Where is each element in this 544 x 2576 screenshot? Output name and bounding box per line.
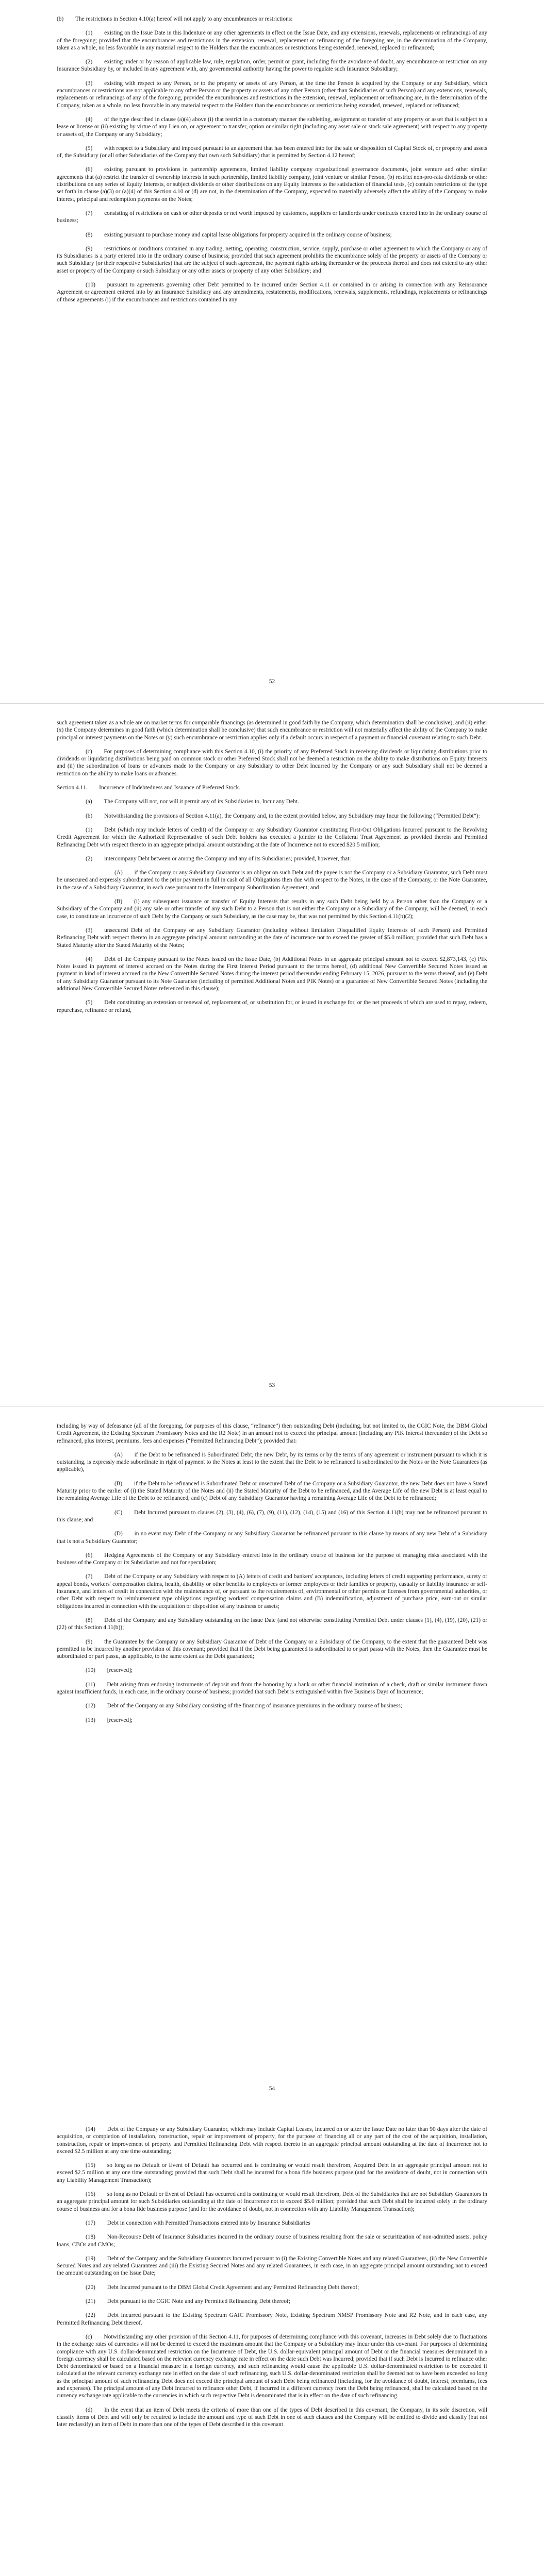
paragraph: (5) with respect to a Subsidiary and imposed pursuant to an agreement that has been entered into for the sale or disposition of Capital Stock of, or property and assets of, the Subsidiary (or all other Subsidiaries of the Company that own such Subsidiary) that is permitted by Section 4.12 hereof; — [57, 145, 487, 159]
paragraph: (3) existing with respect to any Person, or to the property or assets of any Person, at the time the Person is acquired by the Company or any Subsidiary, which encumbrances or restrictions are not applicable to any other Person or the property or assets of any other Person (other than Subsidiaries of such Person) and any extensions, renewals, replacements or refinancings of any of the foregoing, provided the encumbrances and restrictions in the extension, renewal, replacement or refinancing are, in the determination of the Company, taken as a whole, no less favorable in any material respect to the Holders than the encumbrances or restrictions being extended, renewed, replaced or refinanced; — [57, 80, 487, 109]
paragraph: (7) Debt of the Company or any Subsidiary with respect to (A) letters of credit and bankers' acceptances, including letters of credit supporting performance, surety or appeal bonds, workers' compensation claims, health, disability or other benefits to employees or former employees or their families or property, casualty or liability insurance or self-insurance, and letters of credit in connection with the maintenance of, or pursuant to the requirements of, environmental or other permits or licenses from governmental authorities, or other Debt with respect to reimbursement type obligations regarding workers' compensation claims and (B) indemnification, adjustment of purchase price, earn-out or similar obligations incurred in connection with the acquisition or disposition of any business or assets; — [57, 1573, 487, 1609]
paragraph: (19) Debt of the Company and the Subsidiary Guarantors Incurred pursuant to (i) the Existing Convertible Notes and any related Guarantees, (ii) the New Convertible Secured Notes and any related Guarantees and (iii) the Existing Secured Notes and any related Guarantees, in each case, in an aggregate principal amount outstanding not to exceed the amount outstanding on the Issue Date; — [57, 2255, 487, 2277]
paragraph: (8) existing pursuant to purchase money and capital lease obligations for property acquired in the ordinary course of business; — [86, 231, 392, 238]
document-page — [0, 2110, 544, 2576]
paragraph: (9) the Guarantee by the Company or any Subsidiary Guarantor of Debt of the Company or a Subsidiary of the Company, to the extent that the guaranteed Debt was permitted to be incurred by another provision of this covenant; provided that if the Debt being guaranteed is subordinated to or pari passu with the Notes, then the Guarantee must be subordinated or pari passu, as applicable, to the same extent as the Debt guaranteed; — [57, 1638, 487, 1660]
page-body — [57, 719, 487, 1021]
paragraph: (9) restrictions or conditions contained in any trading, netting, operating, construction, service, supply, purchase or other agreement to which the Company or any of its Subsidiaries is a party entered into in the ordinary course of business; provided that such agreement prohibits the encumbrance solely of the property or assets of the Company or such Subsidiary (or their respective Subsidiaries) that are the subject of such agreement, the payment rights arising thereunder or the proceeds thereof and does not extend to any other asset or property of the Company or such Subsidiary or any other assets or property of any other Subsidiary; and — [57, 245, 487, 274]
page-body — [57, 15, 487, 310]
paragraph: (8) Debt of the Company and any Subsidiary outstanding on the Issue Date (and not otherwise constituting Permitted Debt under clauses (1), (4), (19), (20), (21) or (22) of this Section 4.11(b)); — [57, 1617, 487, 1631]
paragraph: (B) if the Debt to be refinanced is Subordinated Debt or unsecured Debt of the Company or a Subsidiary Guarantor, the new Debt does not have a Stated Maturity prior to the earlier of (i) the Stated Maturity of the Notes and (ii) the Stated Maturity of the Debt to be refinanced, and the Average Life of the new Debt is at least equal to the remaining Average Life of the Debt to be refinanced, and (c) Debt of any Subsidiary Guarantor having a remaining Average Life of the Debt to be refinanced; — [57, 1480, 487, 1502]
paragraph: (4) Debt of the Company pursuant to the Notes issued on the Issue Date, (b) Additional Notes in an aggregate principal amount not to exceed $2,873,143, (c) PIK Notes issued in payment of interest accrued on the Notes during the First Interest Period pursuant to the terms hereof, (d) additional New Convertible Secured Notes issued as payment in kind of interest accrued on the New Convertible Secured Notes during the interest period thereunder ending February 15, 2026, pursuant to the terms thereof, and (e) Debt of any Subsidiary Guarantor pursuant to its Note Guarantee (including of permitted Additional Notes and PIK Notes) or a guarantee of New Convertible Secured Notes (including the additional New Convertible Secured Notes referenced in this clause); — [57, 956, 487, 992]
paragraph: (14) Debt of the Company or any Subsidiary Guarantor, which may include Capital Leases, Incurred on or after the Issue Date no later than 90 days after the date of acquisition, or completion of installation, construction, repair or improvement of property, for the purpose of financing all or any part of the cost of the acquisition, installation, construction, repair or improvement of property and Permitted Refinancing Debt with respect thereto in an aggregate principal amount outstanding at the date of Incurrence not to exceed $2.5 million at any one time outstanding; — [57, 2126, 487, 2155]
paragraph: (7) consisting of restrictions on cash or other deposits or net worth imposed by customers, suppliers or landlords under contracts entered into in the ordinary course of business; — [57, 210, 487, 224]
paragraph: (B) (i) any subsequent issuance or transfer of Equity Interests that results in any such Debt being held by a Person other than the Company or a Subsidiary of the Company and (ii) any sale or other transfer of any such Debt to a Person that is not either the Company or a Subsidiary of the Company, will be deemed, in each case, to constitute an incurrence of such Debt by the Company or such Subsidiary, as the case may be, that was not permitted by this Section 4.11(b)(2); — [57, 899, 487, 920]
document-page — [0, 1406, 544, 2110]
paragraph: (10) pursuant to agreements governing other Debt permitted to be incurred under Section 4.11 or contained in or arising in connection with any Reinsurance Agreement or agreement entered into by an Insurance Subsidiary and any amendments, restatements, modifications, renewals, supplements, refundings, replacements or refinancings of those agreements (i) if the encumbrances and restrictions contained in any — [57, 282, 487, 303]
paragraph: (1) existing on the Issue Date in this Indenture or any other agreements in effect on the Issue Date, and any extensions, renewals, replacements or refinancings of any of the foregoing; provided that the encumbrances and restrictions in the extension, renewal, replacement or refinancing of the foregoing are, in the determination of the Company, taken as a whole, no less favorable in any material respect to the Holders than the encumbrances or restrictions being extended, renewed, replaced or refinanced; — [57, 30, 487, 51]
page-number: 53 — [269, 1382, 275, 1388]
page-number: 54 — [269, 2086, 275, 2092]
paragraph: (2) existing under or by reason of applicable law, rule, regulation, order, permit or grant, including for the avoidance of doubt, any encumbrance or restriction on any Insurance Subsidiary by, or included in any agreement with, any governmental authority having the power to regulate such Insurance Subsidiary; — [57, 59, 487, 73]
paragraph: (11) Debt arising from endorsing instruments of deposit and from the honoring by a bank or other financial institution of a check, draft or similar instrument drawn against insufficient funds, in each case, in the ordinary course of business; provided that such Debt is extinguished within five Business Days of Incurrence; — [57, 1681, 487, 1696]
paragraph: (c) For purposes of determining compliance with this Section 4.10, (i) the priority of any Preferred Stock in receiving dividends or liquidating distributions prior to dividends or liquidating distributions being paid on common stock or other Preferred Stock shall not be deemed a restriction on the ability to make distributions on Equity Interests and (ii) the subordination of loans or advances made to the Company or any Subsidiary to other Debt Incurred by the Company or any such Subsidiary shall not be deemed a restriction on the ability to make loans or advances. — [57, 748, 487, 777]
paragraph: (5) Debt constituting an extension or renewal of, replacement of, or substitution for, or issued in exchange for, or the net proceeds of which are used to repay, redeem, repurchase, refinance or refund, — [57, 999, 487, 1013]
paragraph: (a) The Company will not, nor will it permit any of its Subsidiaries to, Incur any Debt. — [86, 799, 299, 805]
page-body — [57, 1422, 487, 1731]
document-page — [0, 703, 544, 1407]
paragraph: (c) Notwithstanding any other provision of this Section 4.11, for purposes of determining compliance with this covenant, increases in Debt solely due to fluctuations in the exchange rates of currencies will not be deemed to exceed the maximum amount that the Company or a Subsidiary may Incur under this covenant. For purposes of determining compliance with any U.S. dollar-denominated restriction on the Incurrence of Debt, the U.S. dollar-equivalent principal amount of Debt or the financial measures denominated in a foreign currency shall be calculated based on the relevant currency exchange rate in effect on the date such Debt was Incurred; provided that if such Debt is Incurred to refinance other Debt denominated or based on a financial measure in a foreign currency, and such refinancing would cause the applicable U.S. dollar-denominated restriction to be exceeded if calculated at the relevant currency exchange rate in effect on the date of such refinancing, such U.S. dollar-denominated restriction shall be deemed not to have been exceeded so long as the principal amount of such refinancing Debt does not exceed the principal amount of such Debt being refinanced (including, for the avoidance of doubt, interest, premiums, fees and expenses). The principal amount of any Debt Incurred to refinance other Debt, if Incurred in a different currency from the Debt being refinanced, shall be calculated based on the currency exchange rate applicable to the currencies in which such respective Debt is denominated that is in effect on the date of such refinancing. — [57, 2333, 487, 2399]
paragraph: (21) Debt pursuant to the CGIC Note and any Permitted Refinancing Debt thereof; — [86, 2298, 290, 2305]
document-page — [0, 0, 544, 703]
paragraph: (16) so long as no Default or Event of Default has occurred and is continuing or would result therefrom, Debt of the Subsidiaries that are not Subsidiary Guarantors in an aggregate principal amount for such Subsidiaries outstanding at the date of Incurrence not to exceed $5.0 million; provided that such Debt shall be incurred solely in the ordinary course of business and for a bona fide business purpose (and for the avoidance of doubt, not in connection with any Liability Management Transaction); — [57, 2191, 487, 2212]
paragraph: (10) [reserved]; — [86, 1667, 133, 1674]
section-heading: Section 4.11. Incurrence of Indebtedness and Issuance of Preferred Stock. — [57, 785, 241, 791]
paragraph: (3) unsecured Debt of the Company or any Subsidiary Guarantor (including without limitation Disqualified Equity Interests of such Person) and Permitted Refinancing Debt with respect thereto in an aggregate principal amount outstanding at the date of incurrence not to exceed the greater of $5.0 million; provided that such Debt has a Stated Maturity after the Stated Maturity of the Notes; — [57, 927, 487, 948]
paragraph: such agreement taken as a whole are on market terms for comparable financings (as determined in good faith by the Company, which determination shall be conclusive), and (ii) either (x) the Company determines in good faith (which determination shall be conclusive) that such encumbrance or restriction will not materially affect the ability of the Company to make principal or interest payments on the Notes or (y) such encumbrance or restriction applies only if a default occurs in respect of a payment or financial covenant relating to such Debt. — [57, 720, 487, 741]
paragraph: (20) Debt Incurred pursuant to the DBM Global Credit Agreement and any Permitted Refinancing Debt thereof; — [86, 2284, 359, 2291]
paragraph: (2) intercompany Debt between or among the Company and any of its Subsidiaries; provided, however, that: — [86, 855, 351, 862]
paragraph: including by way of defeasance (all of the foregoing, for purposes of this clause, “refinance”) then outstanding Debt (including, but not limited to, the CGIC Note, the DBM Global Credit Agreement, the Existing Spectrum Promissory Notes and the R2 Note) in an amount not to exceed the principal amount (including any PIK Interest thereunder) of the Debt so refinanced, plus interest, premiums, fees and expenses (“Permitted Refinancing Debt”); provided that: — [57, 1423, 487, 1444]
paragraph: (4) of the type described in clause (a)(4) above (i) that restrict in a customary manner the subletting, assignment or transfer of any property or asset that is subject to a lease or license or (ii) existing by virtue of any Lien on, or agreement to transfer, option or similar right (including any asset sale or stock sale agreement) with respect to any property or assets of, the Company or any Subsidiary; — [57, 116, 487, 138]
paragraph: (13) [reserved]; — [86, 1717, 133, 1723]
paragraph: (18) Non-Recourse Debt of Insurance Subsidiaries incurred in the ordinary course of business resulting from the sale or securitization of non-admitted assets, policy loans, CBOs and CMOs; — [57, 2234, 487, 2248]
paragraph: (12) Debt of the Company or any Subsidiary consisting of the financing of insurance premiums in the ordinary course of business; — [86, 1703, 403, 1709]
paragraph: (6) existing pursuant to provisions in partnership agreements, limited liability company organizational governance documents, joint venture and other similar agreements that (a) restrict the transfer of ownership interests in such partnership, limited liability company, joint venture or similar Person, (b) restrict non-pro-rata dividends or other distributions on any series of Equity Interests, or subject dividends or other distributions on any Equity Interests to the satisfaction of financial tests, (c) contain restrictions of the type set forth in clause (a)(3) or (a)(4) of this Section 4.10 or (d) are not, in the determination of the Company, expected to materially adversely affect the ability of the Company to make interest, principal and redemption payments on the Notes; — [57, 166, 487, 202]
paragraph: (17) Debt in connection with Permitted Transactions entered into by Insurance Subsidiaries — [86, 2219, 310, 2226]
page-body — [57, 2126, 487, 2435]
paragraph: (b) Notwithstanding the provisions of Section 4.11(a), the Company and, to the extent provided below, any Subsidiary may Incur the following (“Permitted Debt”): — [86, 812, 480, 819]
paragraph: (A) if the Debt to be refinanced is Subordinated Debt, the new Debt, by its terms or by the terms of any agreement or instrument pursuant to which it is outstanding, is expressly made subordinate in right of payment to the Notes at least to the extent that the Debt to be refinanced is subordinated to the Notes or the Note Guarantees (as applicable), — [57, 1451, 487, 1473]
paragraph: (15) so long as no Default or Event of Default has occurred and is continuing or would result therefrom, Acquired Debt in an aggregate principal amount not to exceed $2.5 million at any one time outstanding; provided that such Debt shall be incurred for a bona fide business purpose (and for the avoidance of doubt, not in connection with any Liability Management Transaction); — [57, 2162, 487, 2183]
page-number: 52 — [269, 679, 275, 685]
paragraph: (C) Debt Incurred pursuant to clauses (2), (3), (4), (6), (7), (9), (11), (12), (14), (15) and (16) of this Section 4.11(b) may not be refinanced pursuant to this clause; and — [57, 1509, 487, 1523]
paragraph: (A) if the Company or any Subsidiary Guarantor is an obligor on such Debt and the payee is not the Company or a Subsidiary Guarantor, such Debt must be unsecured and expressly subordinated to the prior payment in full in cash of all Obligations then due with respect to the Notes, in the case of the Company, or the Note Guarantee, in the case of a Subsidiary Guarantor, in each case pursuant to the Intercompany Subordination Agreement; and — [57, 870, 487, 891]
paragraph: (D) in no event may Debt of the Company or any Subsidiary Guarantor be refinanced pursuant to this clause by means of any new Debt of a Subsidiary that is not a Subsidiary Guarantor; — [57, 1531, 487, 1545]
paragraph: (1) Debt (which may include letters of credit) of the Company or any Subsidiary Guarantor constituting First-Out Obligations Incurred pursuant to the Revolving Credit Agreement for which the Authorized Representative of such Debt holders has executed a joinder to the Collateral Trust Agreement as provided therein and Permitted Refinancing Debt with respect thereto in an aggregate principal amount outstanding at the date of Incurrence not to exceed $20.5 million; — [57, 826, 487, 848]
paragraph: (22) Debt Incurred pursuant to the Existing Spectrum GAIC Promissory Note, Existing Spectrum NMSP Promissory Note and R2 Note, and in each case, any Permitted Refinancing Debt thereof. — [57, 2312, 487, 2326]
paragraph: (b) The restrictions in Section 4.10(a) hereof will not apply to any encumbrances or restrictions: — [57, 16, 293, 22]
paragraph: (d) In the event that an item of Debt meets the criteria of more than one of the types of Debt described in this covenant, the Company, in its sole discretion, will classify items of Debt and will only be required to include the amount and type of such Debt in one of such clauses and the Company will be entitled to divide and classify (but not later reclassify) an item of Debt in more than one of the types of Debt described in this covenant — [57, 2406, 487, 2428]
paragraph: (6) Hedging Agreements of the Company or any Subsidiary entered into in the ordinary course of business for the purpose of managing risks associated with the business of the Company or its Subsidiaries and not for speculation; — [57, 1552, 487, 1566]
